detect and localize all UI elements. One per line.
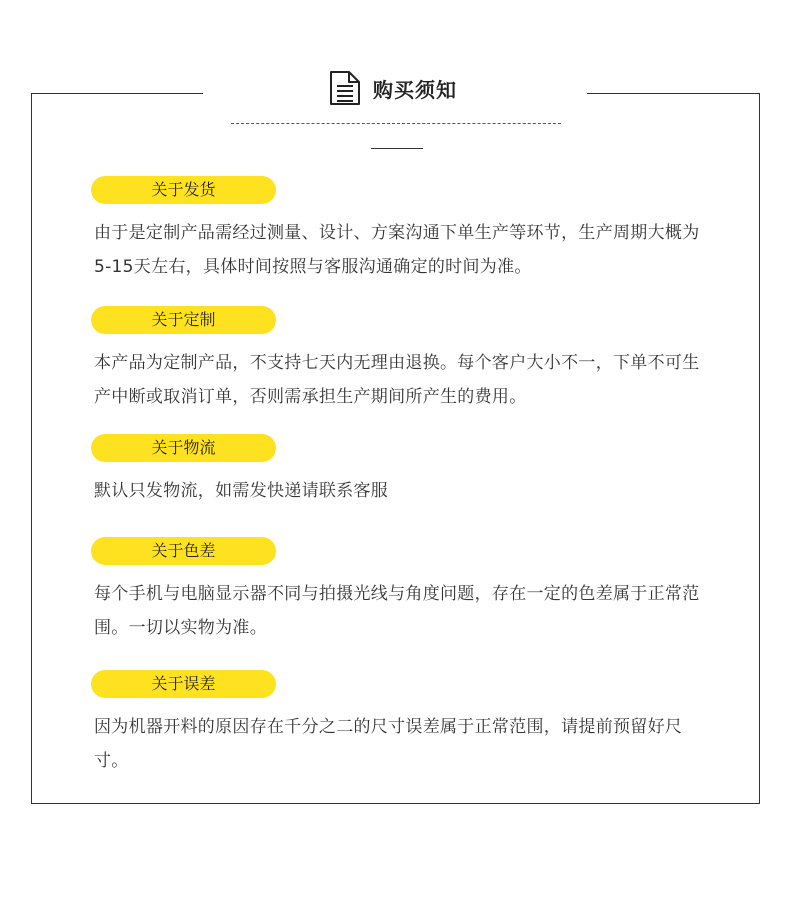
section-pill <box>91 434 276 462</box>
document-icon <box>329 70 361 106</box>
dashed-divider <box>231 123 561 124</box>
section-pill <box>91 176 276 204</box>
section-shipping <box>91 176 711 284</box>
section-label: 关于发货 <box>151 180 216 199</box>
section-logistics <box>91 434 711 508</box>
section-label: 关于误差 <box>151 674 216 693</box>
section-text: 每个手机与电脑显示器不同与拍摄光线与角度问题，存在一定的色差属于正常范围。一切以实物为准。 <box>94 584 700 638</box>
section-text: 本产品为定制产品，不支持七天内无理由退换。每个客户大小不一，下单不可生产中断或取消订单，否则需承担生产期间所产生的费用。 <box>94 353 700 407</box>
short-divider <box>371 148 423 149</box>
section-text: 默认只发物流，如需发快递请联系客服 <box>94 481 389 501</box>
section-label: 关于定制 <box>151 310 216 329</box>
section-pill <box>91 537 276 565</box>
section-customization <box>91 306 711 414</box>
section-pill <box>91 306 276 334</box>
section-text: 由于是定制产品需经过测量、设计、方案沟通下单生产等环节，生产周期大概为5-15天左右，具体时间按照与客服沟通确定的时间为准。 <box>94 223 700 277</box>
section-label: 关于色差 <box>151 541 216 560</box>
section-text: 因为机器开料的原因存在千分之二的尺寸误差属于正常范围，请提前预留好尺寸。 <box>94 717 683 771</box>
section-pill <box>91 670 276 698</box>
header <box>203 62 587 126</box>
section-tolerance <box>91 670 711 778</box>
page-title: 购买须知 <box>373 77 457 102</box>
section-label: 关于物流 <box>151 438 216 457</box>
title-wrap <box>329 70 457 106</box>
section-color-difference <box>91 537 711 645</box>
